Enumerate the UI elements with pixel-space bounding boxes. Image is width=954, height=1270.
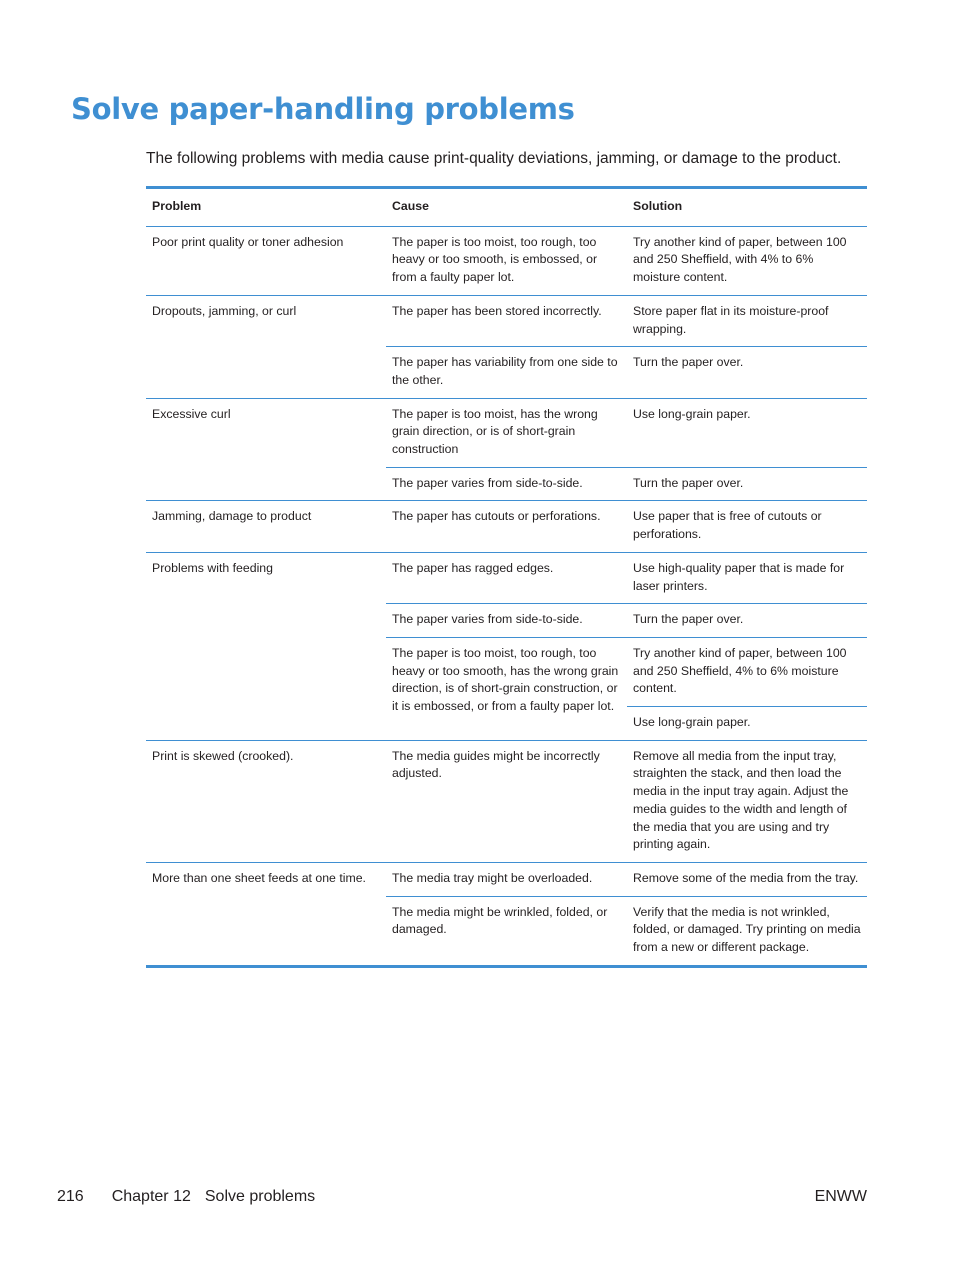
problem-cell: More than one sheet feeds at one time. [152,870,366,885]
solution-cell: Turn the paper over. [627,467,867,501]
solution-cell: Use high-quality paper that is made for laser printers. [627,552,867,603]
solution-cell: Turn the paper over. [627,604,867,638]
cause-cell: The paper is too moist, has the wrong grain direction, or is of short-grain construction [386,398,627,467]
header-problem: Problem [146,189,386,226]
paper-problems-table [146,186,867,968]
table-row [146,501,867,552]
cause-cell: The paper has variability from one side to the other. [386,347,627,398]
table-header-row [146,189,867,226]
solution-cell: Turn the paper over. [627,347,867,398]
cause-cell: The media might be wrinkled, folded, or damaged. [392,904,608,937]
footer-chapter-title: Solve problems [204,1188,316,1205]
cause-cell: The paper has been stored incorrectly. [386,295,627,346]
table-row [146,226,867,295]
header-solution: Solution [627,189,867,226]
cause-cell: The media guides might be incorrectly adjusted. [386,740,627,862]
table-row [146,552,867,603]
footer-right: ENWW [814,1188,867,1205]
solution-cell: Store paper flat in its moisture-proof wrapping. [627,295,867,346]
solution-cell: Remove all media from the input tray, straighten the stack, and then load the media in the input tray again. Adjust the media guides to the width and length of the media that you are using and try printing again. [627,740,867,862]
footer-left [57,1188,315,1206]
solution-cell: Use paper that is free of cutouts or perforations. [627,501,867,552]
table-row [146,740,867,862]
problem-cell: Jamming, damage to product [146,501,386,552]
page-title: Solve paper-handling problems [71,92,575,126]
cause-cell: The paper varies from side-to-side. [386,604,627,638]
table-row [146,862,867,896]
cause-cell: The paper is too moist, too rough, too heavy or too smooth, has the wrong grain direction, is of short-grain construction, or it is embossed, or from a faulty paper lot. [386,637,627,740]
solution-cell: Verify that the media is not wrinkled, folded, or damaged. Try printing on media from a new or different package. [633,904,861,955]
cause-cell: The paper is too moist, too rough, too heavy or too smooth, is embossed, or from a faulty paper lot. [386,226,627,295]
solution-cell: Use long-grain paper. [627,398,867,467]
table-row [146,295,867,346]
cause-cell: The paper varies from side-to-side. [386,467,627,501]
problem-cell: Dropouts, jamming, or curl [146,295,386,398]
solution-cell: Try another kind of paper, between 100 and 250 Sheffield, 4% to 6% moisture content. [627,637,867,706]
problem-cell: Poor print quality or toner adhesion [146,226,386,295]
problem-cell: Problems with feeding [146,552,386,740]
cause-cell: The paper has ragged edges. [386,552,627,603]
header-cause: Cause [386,189,627,226]
problem-cell: Excessive curl [146,398,386,501]
problem-cell: Print is skewed (crooked). [146,740,386,862]
table-row [146,398,867,467]
solution-cell: Try another kind of paper, between 100 and 250 Sheffield, with 4% to 6% moisture content. [627,226,867,295]
intro-paragraph: The following problems with media cause print-quality deviations, jamming, or damage to the product. [146,150,842,167]
footer-chapter: Chapter 12 [111,1188,191,1205]
cause-cell: The paper has cutouts or perforations. [386,501,627,552]
page-number: 216 [57,1188,84,1205]
solution-cell: Use long-grain paper. [627,707,867,741]
cause-cell: The media tray might be overloaded. [386,862,627,896]
solution-cell: Remove some of the media from the tray. [627,862,867,896]
